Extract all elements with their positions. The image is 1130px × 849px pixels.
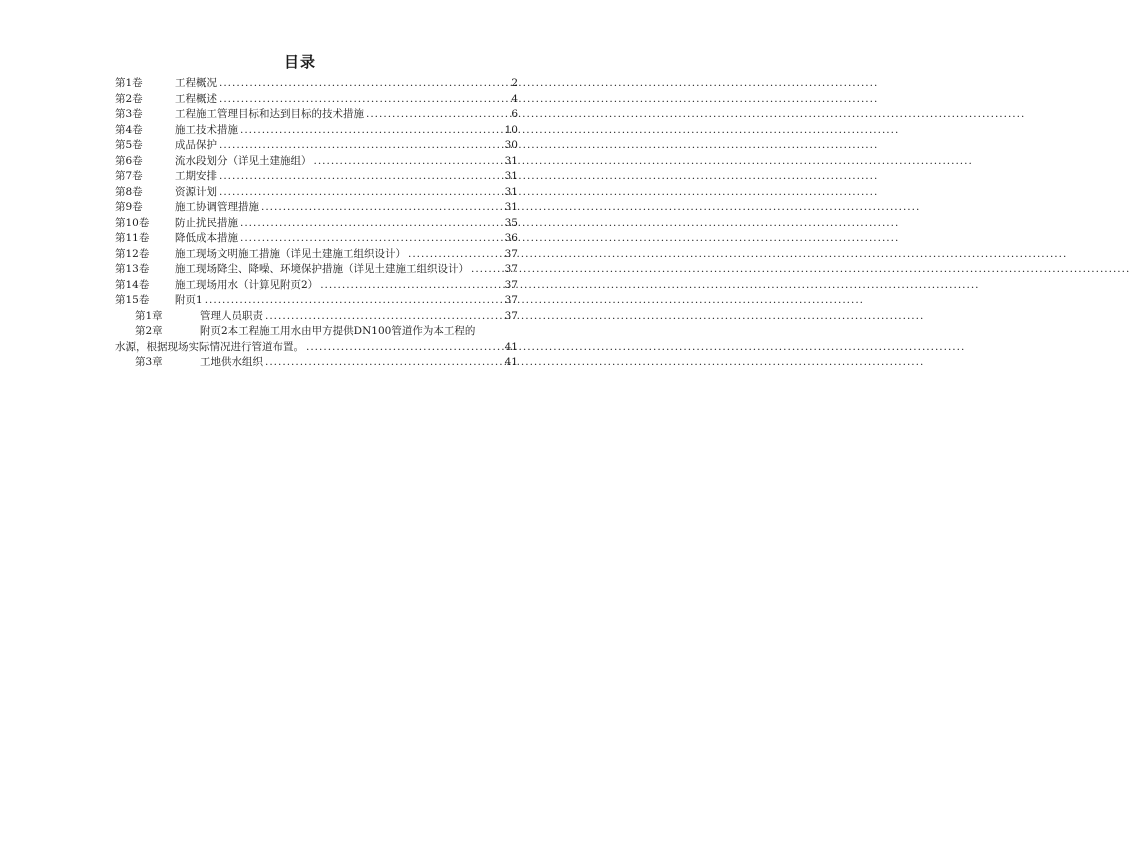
toc-entry-page: 37 bbox=[504, 294, 518, 306]
toc-entry-title: 施工协调管理措施 bbox=[175, 201, 259, 213]
dot-leader bbox=[219, 185, 503, 201]
toc-entry-page: 31 bbox=[504, 201, 518, 213]
toc-entry-page: 4 bbox=[511, 92, 518, 105]
toc-entry-page: 37 bbox=[504, 247, 518, 260]
dot-leader bbox=[240, 216, 503, 232]
toc-entry-number: 第11卷 bbox=[115, 232, 150, 244]
toc-entry-title: 工期安排 bbox=[175, 170, 217, 182]
toc-entry-title: 降低成本措施 bbox=[175, 232, 238, 244]
toc-entry-number: 第4卷 bbox=[115, 123, 143, 136]
dot-leader bbox=[219, 169, 503, 185]
toc-sub-entry[interactable] bbox=[115, 355, 518, 371]
dot-leader bbox=[408, 247, 503, 263]
toc-entry-title: 工程概述 bbox=[175, 92, 217, 105]
dot-leader bbox=[265, 355, 503, 371]
toc-entry-number: 第14卷 bbox=[115, 278, 150, 291]
dot-leader bbox=[219, 92, 509, 108]
toc-entry-page: 31 bbox=[504, 170, 518, 182]
toc-entry-title: 成品保护 bbox=[175, 139, 217, 151]
toc-entry-page: 35 bbox=[504, 216, 518, 229]
toc-entry[interactable] bbox=[115, 154, 518, 170]
toc-entry-number: 第13卷 bbox=[115, 263, 150, 275]
toc-entry[interactable] bbox=[115, 138, 518, 154]
dot-leader bbox=[205, 293, 503, 309]
toc-entry-title: 附页1 bbox=[175, 294, 203, 306]
toc-entry[interactable] bbox=[115, 278, 518, 294]
toc-entry-title: 资源计划 bbox=[175, 185, 217, 198]
toc-entry-number: 第12卷 bbox=[115, 247, 150, 260]
toc-entry[interactable] bbox=[115, 200, 518, 216]
toc-sub-entry[interactable] bbox=[115, 324, 518, 355]
toc-entry-title: 工程概况 bbox=[175, 77, 217, 89]
toc-sub-entry-title: 工地供水组织 bbox=[200, 356, 263, 368]
toc-entry-page: 2 bbox=[511, 77, 518, 89]
toc-sub-entry-page: 41 bbox=[504, 356, 518, 368]
toc-entry[interactable] bbox=[115, 123, 518, 139]
toc-entry-page: 31 bbox=[504, 185, 518, 198]
toc-entry[interactable] bbox=[115, 231, 518, 247]
toc-entry-page: 10 bbox=[504, 123, 518, 136]
dot-leader bbox=[261, 200, 503, 216]
dot-leader bbox=[366, 107, 509, 123]
toc-entry-title: 防止扰民措施 bbox=[175, 216, 238, 229]
toc-entry[interactable] bbox=[115, 76, 518, 92]
toc-sub-entry-title-line1: 附页2本工程施工用水由甲方提供DN100管道作为本工程的 bbox=[200, 325, 476, 337]
toc-entry[interactable] bbox=[115, 185, 518, 201]
toc-entry-page: 6 bbox=[511, 108, 518, 120]
toc-entry-number: 第6卷 bbox=[115, 154, 143, 167]
dot-leader bbox=[265, 309, 503, 325]
toc-entry[interactable] bbox=[115, 293, 518, 309]
dot-leader bbox=[471, 262, 503, 278]
toc-sub-entry-title-line2: 水源，根据现场实际情况进行管道布置。 bbox=[115, 340, 304, 353]
toc-entry[interactable] bbox=[115, 262, 518, 278]
toc-entry[interactable] bbox=[115, 216, 518, 232]
toc-entry[interactable] bbox=[115, 169, 518, 185]
toc-entry[interactable] bbox=[115, 107, 518, 123]
toc-entry-page: 30 bbox=[504, 139, 518, 151]
toc-entry-title: 施工现场文明施工措施（详见土建施工组织设计） bbox=[175, 247, 406, 260]
toc-entry-number: 第3卷 bbox=[115, 108, 143, 120]
dot-leader bbox=[240, 231, 503, 247]
dot-leader bbox=[306, 340, 503, 356]
toc-sub-entry-title: 管理人员职责 bbox=[200, 309, 263, 322]
toc-sub-entry-page: 41 bbox=[504, 340, 518, 353]
toc-entry-number: 第15卷 bbox=[115, 294, 150, 306]
toc-entry-number: 第9卷 bbox=[115, 201, 143, 213]
toc-entry[interactable] bbox=[115, 92, 518, 108]
toc-entry-page: 37 bbox=[504, 278, 518, 291]
toc-entry-number: 第7卷 bbox=[115, 170, 143, 182]
toc-entry-title: 施工现场用水（计算见附页2） bbox=[175, 278, 319, 291]
toc-entry-number: 第1卷 bbox=[115, 77, 143, 89]
toc-entry-page: 36 bbox=[504, 232, 518, 244]
toc-entry-title: 工程施工管理目标和达到目标的技术措施 bbox=[175, 108, 364, 120]
toc-entry-number: 第2卷 bbox=[115, 92, 143, 105]
toc-entry[interactable] bbox=[115, 247, 518, 263]
toc-entry-title: 施工技术措施 bbox=[175, 123, 238, 136]
dot-leader bbox=[219, 138, 503, 154]
table-of-contents bbox=[115, 76, 518, 371]
toc-sub-entry-number: 第3章 bbox=[135, 356, 163, 368]
toc-entry-number: 第8卷 bbox=[115, 185, 143, 198]
dot-leader bbox=[219, 76, 509, 92]
dot-leader bbox=[314, 154, 503, 170]
toc-entry-title: 流水段划分（详见土建施组） bbox=[175, 154, 312, 167]
toc-sub-entry-page: 37 bbox=[504, 309, 518, 322]
dot-leader bbox=[240, 123, 503, 139]
toc-entry-page: 31 bbox=[504, 154, 518, 167]
toc-sub-entry-number: 第2章 bbox=[135, 325, 163, 337]
toc-title: 目录 bbox=[283, 53, 316, 71]
toc-entry-number: 第10卷 bbox=[115, 216, 150, 229]
toc-entry-number: 第5卷 bbox=[115, 139, 143, 151]
dot-leader bbox=[320, 278, 502, 294]
toc-sub-entry-number: 第1章 bbox=[135, 309, 163, 322]
toc-entry-page: 37 bbox=[504, 263, 518, 275]
toc-entry-title: 施工现场降尘、降噪、环境保护措施（详见土建施工组织设计） bbox=[175, 263, 469, 275]
toc-sub-entry[interactable] bbox=[115, 309, 518, 325]
